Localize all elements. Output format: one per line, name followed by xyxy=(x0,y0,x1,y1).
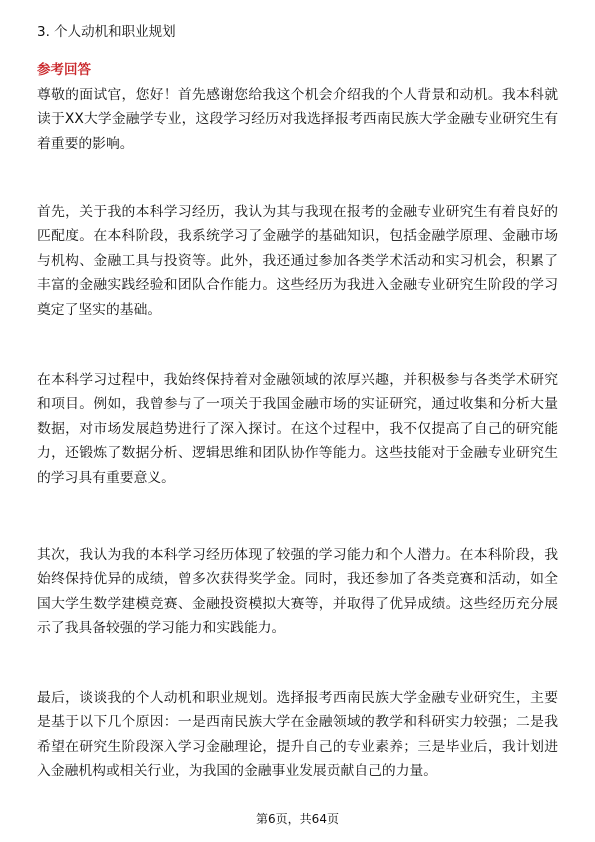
paragraph-undergrad-match: 首先，关于我的本科学习经历，我认为其与我现在报考的金融专业研究生有着良好的匹配度。在本科阶段，我系统学习了金融学的基础知识，包括金融学原理、金融市场与机构、金融工具与投资等。此外，我还通过参加各类学术活动和实习机会，积累了丰富的金融实践经验和团队合作能力。这些经历为我进入金融专业研究生阶段的学习奠定了坚实的基础。 xyxy=(37,204,558,318)
paragraph-learning-ability: 其次，我认为我的本科学习经历体现了较强的学习能力和个人潜力。在本科阶段，我始终保持优异的成绩，曾多次获得奖学金。同时，我还参加了各类竞赛和活动，如全国大学生数学建模竞赛、金融投资模拟大赛等，并取得了优异成绩。这些经历充分展示了我具备较强的学习能力和实践能力。 xyxy=(37,547,558,637)
paragraph-intro: 尊敬的面试官，您好！首先感谢您给我这个机会介绍我的个人背景和动机。我本科就读于XX大学金融学专业，这段学习经历对我选择报考西南民族大学金融专业研究生有着重要的影响。 xyxy=(37,87,558,152)
page-number-footer: 第6页，共64页 xyxy=(256,812,339,826)
paragraph-career-plan: 最后，谈谈我的个人动机和职业规划。选择报考西南民族大学金融专业研究生，主要是基于以下几个原因：一是西南民族大学在金融领域的教学和科研实力较强；二是我希望在研究生阶段深入学习金融理论，提升自己的专业素养；三是毕业后，我计划进入金融机构或相关行业，为我国的金融事业发展贡献自己的力量。 xyxy=(37,690,558,780)
section-heading: 3. 个人动机和职业规划 xyxy=(37,24,176,40)
paragraph-research-interest: 在本科学习过程中，我始终保持着对金融领域的浓厚兴趣，并积极参与各类学术研究和项目。例如，我曾参与了一项关于我国金融市场的实证研究，通过收集和分析大量数据，对市场发展趋势进行了深入探讨。在这个过程中，我不仅提高了自己的研究能力，还锻炼了数据分析、逻辑思维和团队协作等能力。这些技能对于金融专业研究生的学习具有重要意义。 xyxy=(37,372,558,486)
answer-label: 参考回答 xyxy=(37,62,91,78)
